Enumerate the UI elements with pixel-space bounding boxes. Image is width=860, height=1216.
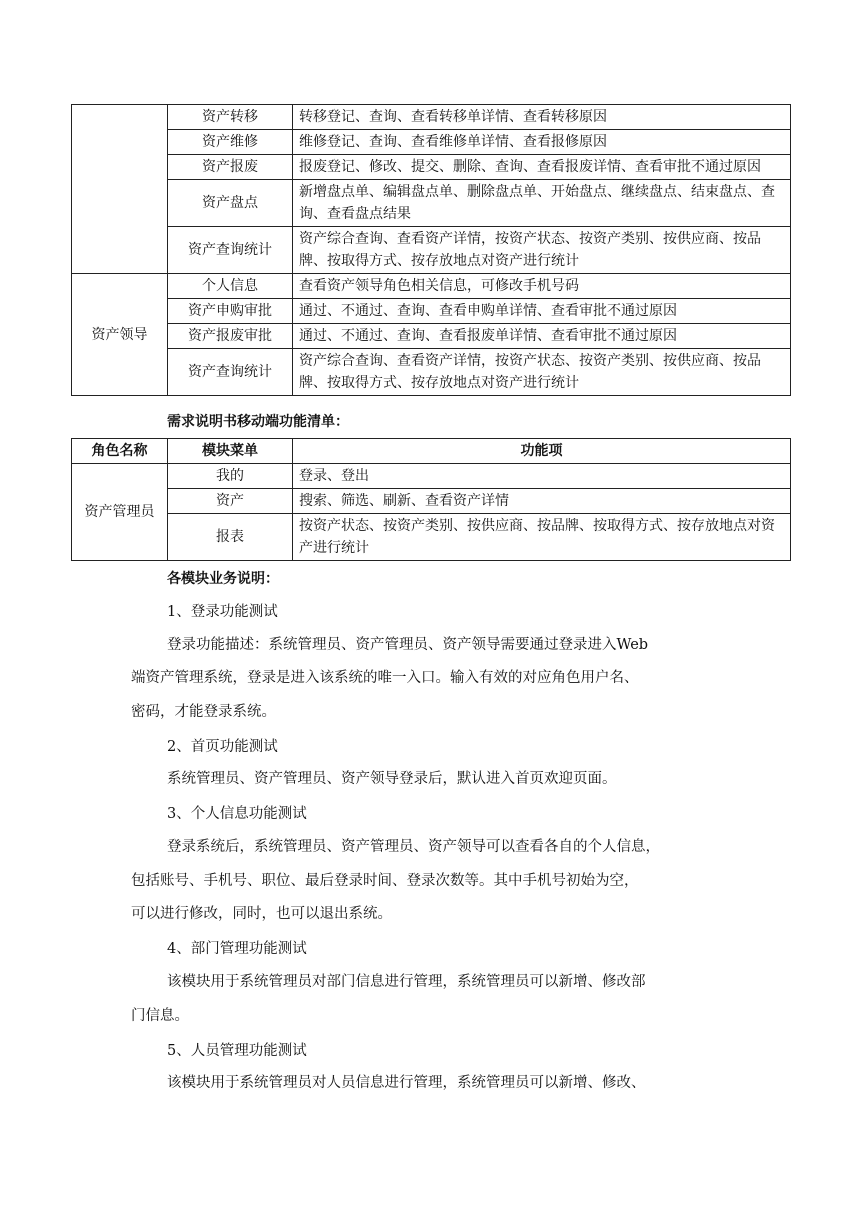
table-header-row xyxy=(72,439,791,464)
function-cell: 维修登记、查询、查看维修单详情、查看报修原因 xyxy=(293,130,791,155)
function-cell: 转移登记、查询、查看转移单详情、查看转移原因 xyxy=(293,105,791,130)
module-cell: 资产 xyxy=(168,489,293,514)
table-row xyxy=(72,155,791,180)
paragraph-line: 密码，才能登录系统。 xyxy=(131,704,276,720)
module-cell: 资产查询统计 xyxy=(168,227,293,274)
module-cell: 个人信息 xyxy=(168,274,293,299)
mobile-function-table xyxy=(71,438,791,561)
role-cell: 资产领导 xyxy=(72,274,168,396)
function-cell: 通过、不通过、查询、查看申购单详情、查看审批不通过原因 xyxy=(293,299,791,324)
column-header-functions: 功能项 xyxy=(293,439,791,464)
column-header-role: 角色名称 xyxy=(72,439,168,464)
module-cell: 资产转移 xyxy=(168,105,293,130)
table-row xyxy=(72,274,791,299)
section-heading: 2、首页功能测试 xyxy=(167,739,278,755)
section-heading: 1、登录功能测试 xyxy=(167,604,278,620)
paragraph-line: 包括账号、手机号、职位、最后登录时间、登录次数等。其中手机号初始为空， xyxy=(131,873,639,889)
table-row xyxy=(72,299,791,324)
table-row xyxy=(72,130,791,155)
module-cell: 资产维修 xyxy=(168,130,293,155)
section-heading: 3、个人信息功能测试 xyxy=(167,806,307,822)
table-row xyxy=(72,180,791,227)
function-cell: 通过、不通过、查询、查看报废单详情、查看审批不通过原因 xyxy=(293,324,791,349)
paragraph-line: 登录功能描述：系统管理员、资产管理员、资产领导需要通过登录进入Web xyxy=(167,637,649,653)
mobile-table-title: 需求说明书移动端功能清单： xyxy=(167,414,349,430)
function-cell: 登录、登出 xyxy=(293,464,791,489)
table-row xyxy=(72,349,791,396)
function-cell: 新增盘点单、编辑盘点单、删除盘点单、开始盘点、继续盘点、结束盘点、查询、查看盘点结果 xyxy=(293,180,791,227)
function-cell: 资产综合查询、查看资产详情，按资产状态、按资产类别、按供应商、按品牌、按取得方式、按存放地点对资产进行统计 xyxy=(293,349,791,396)
function-cell: 按资产状态、按资产类别、按供应商、按品牌、按取得方式、按存放地点对资产进行统计 xyxy=(293,514,791,561)
role-cell: 资产管理员 xyxy=(72,464,168,561)
module-cell: 资产报废 xyxy=(168,155,293,180)
paragraph-line: 系统管理员、资产管理员、资产领导登录后，默认进入首页欢迎页面。 xyxy=(167,771,617,787)
module-cell: 资产查询统计 xyxy=(168,349,293,396)
paragraph-line: 端资产管理系统，登录是进入该系统的唯一入口。输入有效的对应角色用户名、 xyxy=(131,670,639,686)
module-cell: 报表 xyxy=(168,514,293,561)
paragraph-line: 该模块用于系统管理员对人员信息进行管理，系统管理员可以新增、修改、 xyxy=(167,1075,646,1091)
function-cell: 资产综合查询、查看资产详情，按资产状态、按资产类别、按供应商、按品牌、按取得方式、按存放地点对资产进行统计 xyxy=(293,227,791,274)
paragraph-line: 该模块用于系统管理员对部门信息进行管理，系统管理员可以新增、修改部 xyxy=(167,974,646,990)
table-row xyxy=(72,105,791,130)
module-cell: 资产盘点 xyxy=(168,180,293,227)
section-title: 各模块业务说明： xyxy=(167,571,279,587)
table-row xyxy=(72,464,791,489)
function-cell: 搜索、筛选、刷新、查看资产详情 xyxy=(293,489,791,514)
table-row xyxy=(72,514,791,561)
paragraph-line: 可以进行修改，同时，也可以退出系统。 xyxy=(131,906,392,922)
column-header-module: 模块菜单 xyxy=(168,439,293,464)
section-heading: 5、人员管理功能测试 xyxy=(167,1043,307,1059)
module-cell: 资产报废审批 xyxy=(168,324,293,349)
table-row xyxy=(72,489,791,514)
paragraph-line: 门信息。 xyxy=(131,1008,189,1024)
web-function-table xyxy=(71,104,791,396)
table-row xyxy=(72,324,791,349)
table-row xyxy=(72,227,791,274)
section-heading: 4、部门管理功能测试 xyxy=(167,941,307,957)
module-cell: 资产申购审批 xyxy=(168,299,293,324)
role-cell-empty xyxy=(72,105,168,274)
paragraph-line: 登录系统后，系统管理员、资产管理员、资产领导可以查看各自的个人信息， xyxy=(167,839,660,855)
function-cell: 报废登记、修改、提交、删除、查询、查看报废详情、查看审批不通过原因 xyxy=(293,155,791,180)
module-cell: 我的 xyxy=(168,464,293,489)
function-cell: 查看资产领导角色相关信息，可修改手机号码 xyxy=(293,274,791,299)
